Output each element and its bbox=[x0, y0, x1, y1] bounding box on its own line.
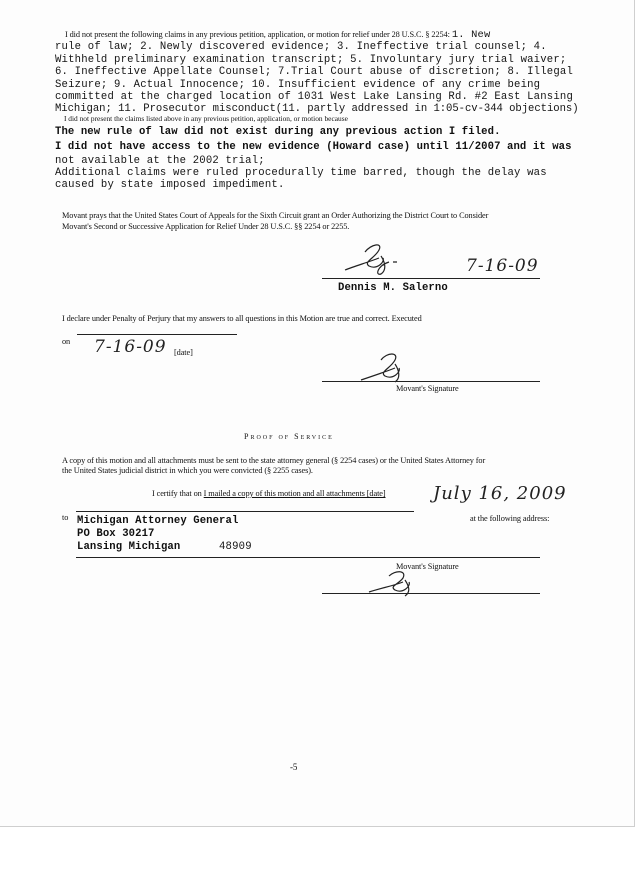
declaration-text: I declare under Penalty of Perjury that my answers to all questions in this Motion are true and correct. Executed bbox=[62, 314, 422, 323]
claims-intro bbox=[65, 29, 490, 41]
reason-line-2: not available at the 2002 trial; bbox=[55, 155, 265, 167]
address-zip: 48909 bbox=[219, 541, 252, 553]
signature-1-line bbox=[322, 278, 540, 279]
signature-1-date: 7-16-09 bbox=[466, 256, 539, 276]
claims-line-2: Withheld preliminary examination transcript; 5. Involuntary jury trial waiver; bbox=[55, 54, 567, 66]
proof-notice-line-1: A copy of this motion and all attachments must be sent to the state attorney general (§ 2254 cases) or the United States Attorney for bbox=[62, 456, 486, 465]
certify-line bbox=[152, 489, 386, 498]
declaration-signature-line bbox=[322, 381, 540, 382]
address-line-1: Michigan Attorney General bbox=[77, 515, 239, 527]
certify-prefix: I certify that on bbox=[152, 489, 202, 498]
page-number: -5 bbox=[290, 762, 298, 772]
certify-date-line bbox=[76, 511, 414, 512]
certify-underlined: I mailed a copy of this motion and all attachments [date] bbox=[203, 489, 386, 498]
certify-date: July 16, 2009 bbox=[433, 483, 567, 504]
declaration-date: 7-16-09 bbox=[94, 337, 167, 357]
to-label: to bbox=[62, 513, 69, 522]
reason-line-0: The new rule of law did not exist during any previous action I filed. bbox=[55, 126, 501, 138]
reasons-intro: I did not present the claims listed above in any previous petition, application, or motion because bbox=[64, 114, 348, 123]
reason-line-1: I did not have access to the new evidence (Howard case) until 11/2007 and it was bbox=[55, 141, 572, 153]
prayer-line-1: Movant prays that the United States Court of Appeals for the Sixth Circuit grant an Order Authorizing the District Court to Consider bbox=[62, 211, 489, 220]
handwritten-signature-1 bbox=[335, 240, 425, 280]
claims-line-3: 6. Ineffective Appellate Counsel; 7.Trial Court abuse of discretion; 8. Illegal bbox=[55, 66, 574, 78]
reason-line-4: caused by state imposed impediment. bbox=[55, 179, 285, 191]
prayer-line-2: Movant's Second or Successive Application for Relief Under 28 U.S.C. §§ 2254 or 2255. bbox=[62, 222, 350, 231]
proof-notice-line-2: the United States judicial district in which you were convicted (§ 2255 cases). bbox=[62, 466, 313, 475]
reason-line-3: Additional claims were ruled procedurally time barred, though the delay was bbox=[55, 167, 547, 179]
claims-line-4: Seizure; 9. Actual Innocence; 10. Insufficient evidence of any crime being bbox=[55, 79, 541, 91]
declaration-signature-label: Movant's Signature bbox=[396, 384, 459, 393]
proof-of-service-heading: Proof of Service bbox=[244, 432, 334, 441]
claims-line-5: committed at the charged location of 1031 West Lake Lansing Rd. #2 East Lansing bbox=[55, 91, 574, 103]
address-line-underline bbox=[76, 557, 540, 558]
signature-1-name: Dennis M. Salerno bbox=[338, 282, 448, 294]
declaration-on-label: on bbox=[62, 337, 71, 346]
claims-line-0: 1. New bbox=[451, 29, 491, 41]
claims-line-1: rule of law; 2. Newly discovered evidence; 3. Ineffective trial counsel; 4. bbox=[55, 41, 547, 53]
address-city: Lansing Michigan bbox=[77, 541, 181, 553]
declaration-top-line bbox=[77, 334, 237, 335]
address-line-2: PO Box 30217 bbox=[77, 528, 155, 540]
proof-signature-line bbox=[322, 593, 540, 594]
claims-line-6: Michigan; 11. Prosecutor misconduct(11. partly addressed in 1:05-cv-344 objections) bbox=[55, 103, 579, 115]
claims-intro-text: I did not present the following claims in any previous petition, application, or motion for relief under 28 U.S.C. § 2254: bbox=[65, 30, 450, 39]
address-suffix: at the following address: bbox=[470, 514, 550, 523]
proof-signature-label: Movant's Signature bbox=[396, 562, 459, 571]
declaration-date-label: [date] bbox=[174, 348, 193, 357]
